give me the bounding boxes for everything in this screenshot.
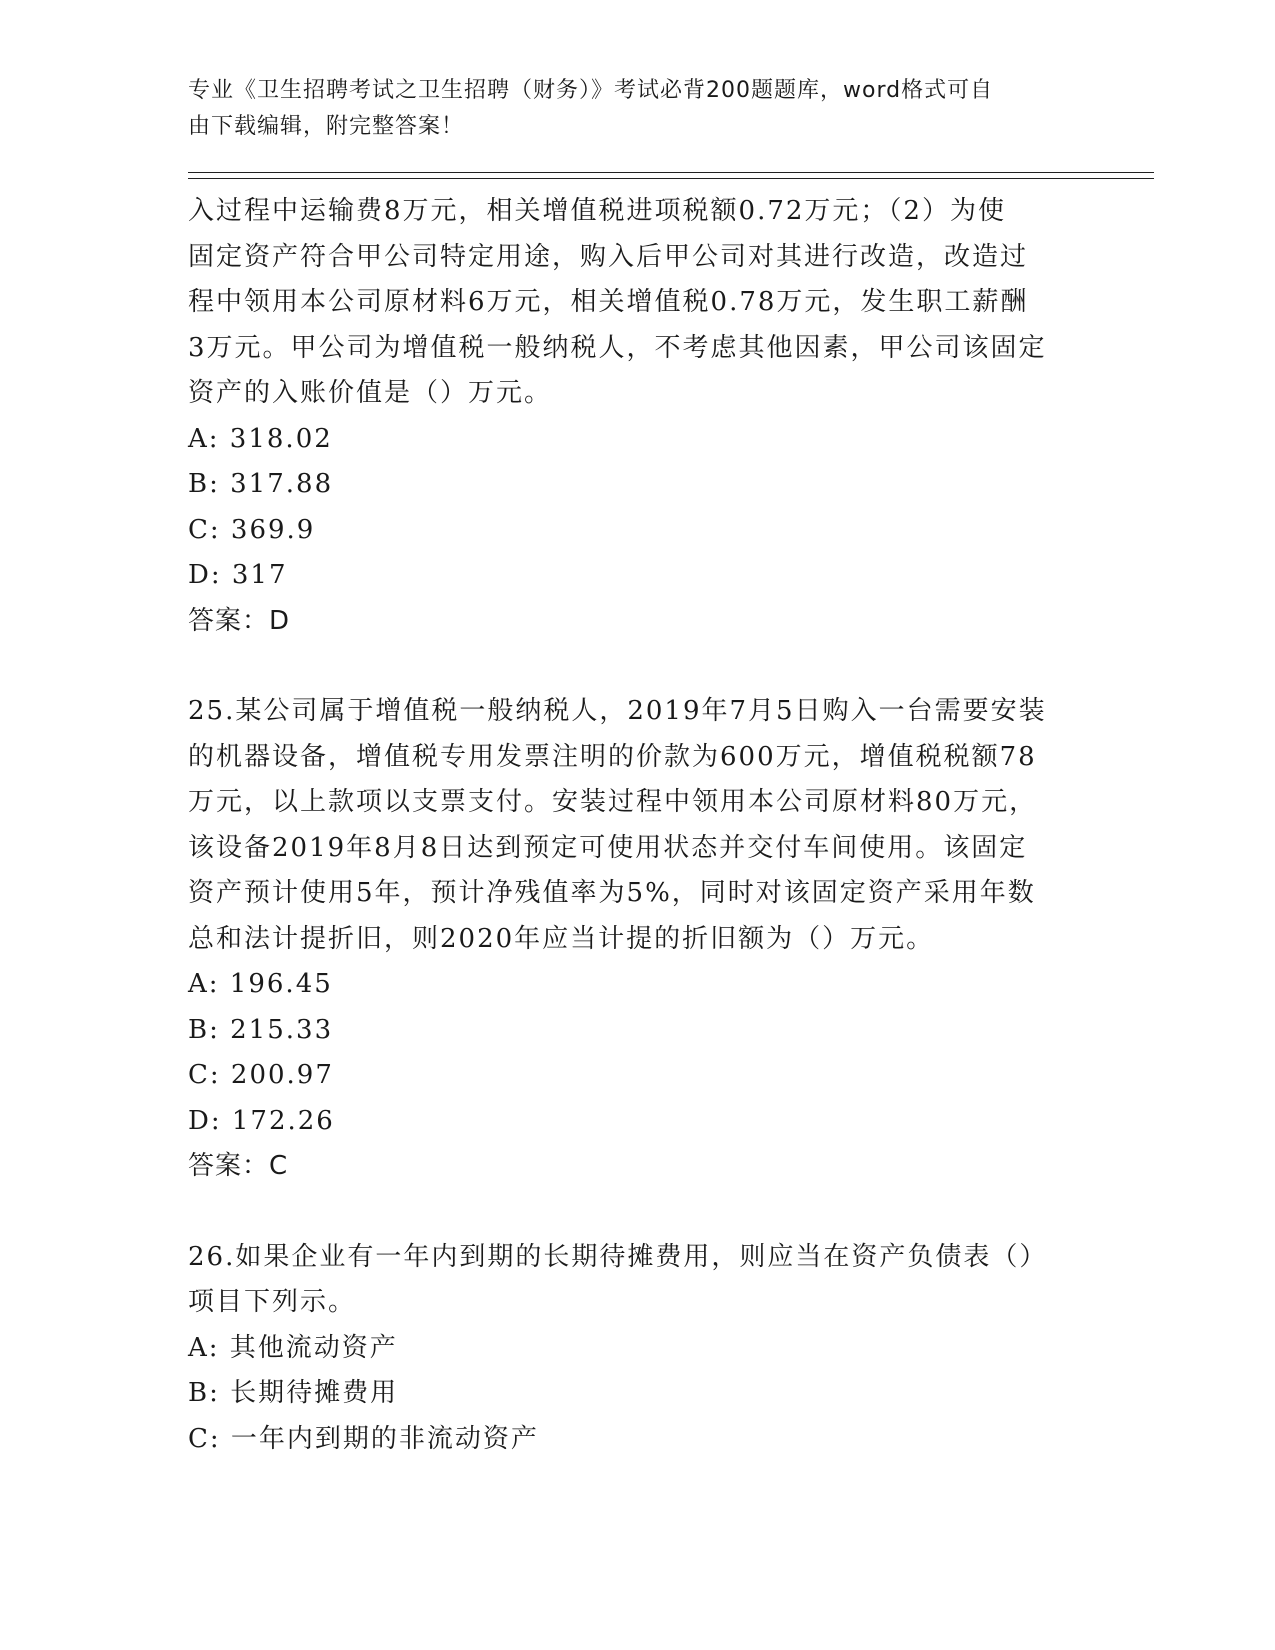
question-24-option-d: D: 317 bbox=[188, 560, 288, 590]
question-26-line: 26.如果企业有一年内到期的长期待摊费用，则应当在资产负债表（） bbox=[188, 1241, 1048, 1272]
header-divider-bottom bbox=[188, 178, 1154, 179]
question-25-option-a: A: 196.45 bbox=[188, 969, 333, 999]
question-25-option-d: D: 172.26 bbox=[188, 1105, 335, 1136]
spacer bbox=[188, 644, 1088, 689]
document-header bbox=[188, 73, 1088, 145]
question-25-line: 该设备2019年8月8日达到预定可使用状态并交付车间使用。该固定 bbox=[188, 832, 1028, 863]
question-24-line: 固定资产符合甲公司特定用途，购入后甲公司对其进行改造，改造过 bbox=[188, 241, 1029, 272]
question-25-line: 资产预计使用5年，预计净残值率为5%，同时对该固定资产采用年数 bbox=[188, 878, 1036, 908]
question-25-line: 万元，以上款项以支票支付。安装过程中领用本公司原材料80万元， bbox=[188, 787, 1038, 817]
question-25-option-b: B: 215.33 bbox=[188, 1014, 334, 1045]
question-24-line: 3万元。甲公司为增值税一般纳税人，不考虑其他因素，甲公司该固定 bbox=[188, 332, 1047, 363]
spacer bbox=[188, 1190, 1088, 1235]
document-body bbox=[188, 189, 1088, 1462]
question-24-option-a: A: 318.02 bbox=[188, 423, 333, 454]
question-24-option-b: B: 317.88 bbox=[188, 469, 334, 499]
question-25-block bbox=[188, 689, 1088, 1190]
question-24-block bbox=[188, 189, 1088, 644]
question-26-option-a: A: 其他流动资产 bbox=[188, 1332, 398, 1363]
question-25-line: 的机器设备，增值税专用发票注明的价款为600万元，增值税税额78 bbox=[188, 741, 1037, 772]
question-24-line: 资产的入账价值是（）万元。 bbox=[188, 378, 553, 408]
question-25-answer: 答案：C bbox=[188, 1151, 289, 1181]
question-26-line: 项目下列示。 bbox=[188, 1287, 357, 1317]
question-25-option-c: C: 200.97 bbox=[188, 1060, 334, 1090]
question-25-line: 25.某公司属于增值税一般纳税人，2019年7月5日购入一台需要安装 bbox=[188, 696, 1047, 726]
question-24-line: 程中领用本公司原材料6万元，相关增值税0.78万元，发生职工薪酬 bbox=[188, 287, 1029, 317]
question-24-line: 入过程中运输费8万元，相关增值税进项税额0.72万元；（2）为使 bbox=[188, 196, 1006, 226]
header-line-1: 专业《卫生招聘考试之卫生招聘（财务）》考试必背200题题库，word格式可自 bbox=[188, 78, 994, 103]
question-26-option-b: B: 长期待摊费用 bbox=[188, 1378, 399, 1408]
question-26-block bbox=[188, 1235, 1088, 1463]
question-24-option-c: C: 369.9 bbox=[188, 514, 316, 545]
header-divider-top bbox=[188, 172, 1154, 173]
question-24-answer: 答案：D bbox=[188, 605, 291, 636]
header-line-2: 由下载编辑，附完整答案！ bbox=[188, 114, 465, 139]
question-25-line: 总和法计提折旧，则2020年应当计提的折旧额为（）万元。 bbox=[188, 923, 935, 954]
question-26-option-c: C: 一年内到期的非流动资产 bbox=[188, 1423, 539, 1454]
